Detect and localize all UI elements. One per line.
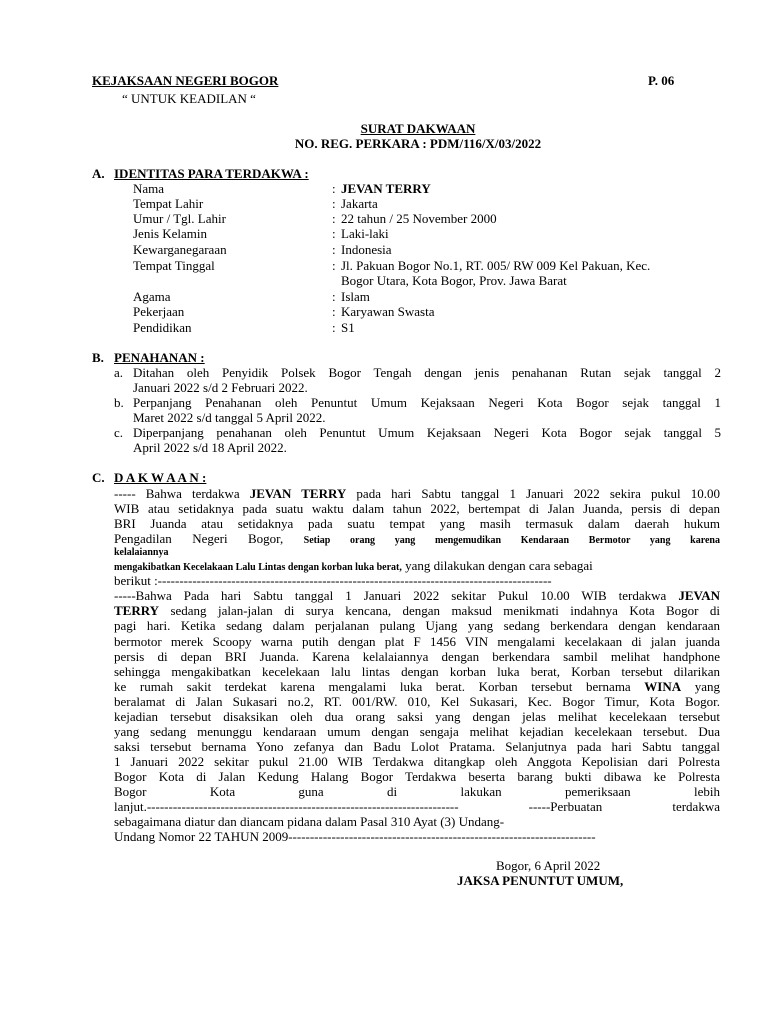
list-item-line: Januari 2022 s/d 2 Februari 2022.	[133, 380, 308, 395]
list-marker: b.	[114, 395, 124, 410]
paragraph-line: beralamat di Jalan Sukasari no.2, RT. 001/RW. 010, Kel Sukasari, Kec. Bogor Timur, Kota Bogor.	[114, 694, 720, 709]
identity-label: Pekerjaan	[133, 304, 185, 319]
paragraph-line: mengakibatkan Kecelakaan Lalu Lintas dengan korban luka berat, yang dilakukan dengan cara sebagai	[114, 558, 593, 573]
paragraph-line: persis di depan BRI Juanda. Karena kelalaiannya dengan berkendara sambil melihat handphone	[114, 649, 720, 664]
identity-value: 22 tahun / 25 November 2000	[341, 211, 497, 226]
paragraph-line: 1 Januari 2022 sekitar pukul 21.00 WIB Terdakwa ditangkap oleh Anggota Kepolisian dari Polresta	[114, 754, 720, 769]
paragraph-line: saksi tersebut bernama Yono zefanya dan Badu Lolot Pratama. Selanjutnya pada hari Sabtu tanggal	[114, 739, 720, 754]
paragraph-line: yang sedang menunggu kendaraan umum dengan sengaja melihat kejadian kecelekaan tersebut. Dua	[114, 724, 720, 739]
paragraph-line: ke rumah sakit terdekat karena mengalami luka berat. Korban tersebut bernama WINA yang	[114, 679, 721, 694]
identity-label: Nama	[133, 181, 165, 196]
list-item-line: Perpanjang Penahanan oleh Penuntut Umum Kejaksaan Negeri Kota Bogor sejak tanggal 1	[133, 395, 721, 410]
identity-colon: :	[332, 304, 336, 319]
identity-colon: :	[332, 211, 336, 226]
document-title: SURAT DAKWAAN	[360, 121, 476, 136]
identity-label: Agama	[133, 289, 171, 304]
section-b-letter: B.	[92, 350, 104, 365]
paragraph-line: Bogor Kota di Jalan Kedung Halang Bogor Terdakwa beserta barang bukti dibawa ke Polresta	[114, 769, 720, 784]
paragraph-line: kelalaiannya	[114, 547, 169, 558]
paragraph-line: Undang Nomor 22 TAHUN 2009-----------------------------------------------------------------------	[114, 829, 596, 844]
identity-value-name: JEVAN TERRY	[341, 181, 431, 196]
paragraph-line: Pengadilan Negeri Bogor, Setiap orang yang mengemudikan Kendaraan Bermotor yang karena	[114, 531, 720, 546]
list-marker: c.	[114, 425, 124, 440]
list-item-line: Ditahan oleh Penyidik Polsek Bogor Tengah dengan jenis penahanan Rutan sejak tanggal 2	[133, 365, 721, 380]
identity-label: Umur / Tgl. Lahir	[133, 211, 226, 226]
list-item-line: Maret 2022 s/d tanggal 5 April 2022.	[133, 410, 326, 425]
case-registration-number: NO. REG. PERKARA : PDM/116/X/03/2022	[294, 136, 542, 151]
paragraph-line: WIB atau setidaknya pada suatu waktu dalam tahun 2022, bertempat di Jalan Juanda, persis di depan	[114, 501, 720, 516]
paragraph-line: TERRY sedang jalan-jalan di surya kencana, dengan maksud menikmati indahnya Kota Bogor di	[114, 603, 720, 618]
office-name: KEJAKSAAN NEGERI BOGOR	[92, 73, 279, 88]
identity-label: Tempat Tinggal	[133, 258, 215, 273]
signature-place-date: Bogor, 6 April 2022	[496, 858, 601, 873]
list-item-line: Diperpanjang penahanan oleh Penuntut Umum Kejaksaan Negeri Kota Bogor sejak tanggal 5	[133, 425, 721, 440]
list-item-line: April 2022 s/d 18 April 2022.	[133, 440, 287, 455]
identity-value-continuation: Bogor Utara, Kota Bogor, Prov. Jawa Barat	[341, 273, 567, 288]
list-marker: a.	[114, 365, 124, 380]
paragraph-line: -----Bahwa Pada hari Sabtu tanggal 1 Januari 2022 sekitar Pukul 10.00 WIB terdakwa JEVAN	[114, 588, 720, 603]
identity-label: Pendidikan	[133, 320, 192, 335]
identity-colon: :	[332, 258, 336, 273]
section-a-heading: IDENTITAS PARA TERDAKWA :	[114, 166, 309, 181]
identity-colon: :	[332, 320, 336, 335]
identity-value: Laki-laki	[341, 226, 389, 241]
paragraph-line: berikut :-------------------------------------------------------------------------------------------	[114, 573, 552, 588]
identity-colon: :	[332, 242, 336, 257]
signature-title: JAKSA PENUNTUT UMUM,	[457, 873, 624, 888]
identity-value: Jakarta	[341, 196, 378, 211]
office-motto: “ UNTUK KEADILAN “	[122, 91, 256, 106]
identity-value: S1	[341, 320, 355, 335]
identity-label: Tempat Lahir	[133, 196, 204, 211]
identity-value: Karyawan Swasta	[341, 304, 435, 319]
paragraph-line: pagi hari. Ketika sedang dalam perjalanan pulang Ujang yang sedang berkendara dengan kendaraan	[114, 618, 720, 633]
section-a-letter: A.	[92, 166, 105, 181]
paragraph-line: bermotor merek Scoopy warna putih dengan plat F 1456 VIN mengalami kecelakaan di jalan juanda	[114, 634, 720, 649]
identity-label: Kewarganegaraan	[133, 242, 227, 257]
paragraph-line: sehingga mengakibatkan kecelekaan lalu lintas dengan korban luka berat, Korban tersebut dilarikan	[114, 664, 720, 679]
paragraph-line: lanjut.------------------------------------------------------------------------ -----Perbuatan terdakwa	[114, 799, 720, 814]
paragraph-line: sebagaimana diatur dan diancam pidana dalam Pasal 310 Ayat (3) Undang-	[114, 814, 505, 829]
identity-value: Islam	[341, 289, 370, 304]
identity-colon: :	[332, 181, 336, 196]
section-c-heading: D A K W A A N :	[114, 470, 207, 485]
identity-value: Jl. Pakuan Bogor No.1, RT. 005/ RW 009 Kel Pakuan, Kec.	[341, 258, 651, 273]
identity-colon: :	[332, 196, 336, 211]
identity-colon: :	[332, 226, 336, 241]
identity-colon: :	[332, 289, 336, 304]
section-c-letter: C.	[92, 470, 105, 485]
section-b-heading: PENAHANAN :	[114, 350, 205, 365]
paragraph-line: ----- Bahwa terdakwa JEVAN TERRY pada hari Sabtu tanggal 1 Januari 2022 sekira pukul 10.00	[114, 486, 720, 501]
paragraph-line: BRI Juanda atau setidaknya pada suatu tempat yang masih termasuk dalam daerah hukum	[114, 516, 720, 531]
form-code: P. 06	[648, 73, 675, 88]
identity-value: Indonesia	[341, 242, 392, 257]
identity-label: Jenis Kelamin	[133, 226, 208, 241]
paragraph-line: Bogor Kota guna di lakukan pemeriksaan lebih	[114, 784, 720, 799]
paragraph-line: kejadian tersebut disaksikan oleh dua orang saksi yang dengan jelas melihat kecelekaan tersebut	[114, 709, 720, 724]
